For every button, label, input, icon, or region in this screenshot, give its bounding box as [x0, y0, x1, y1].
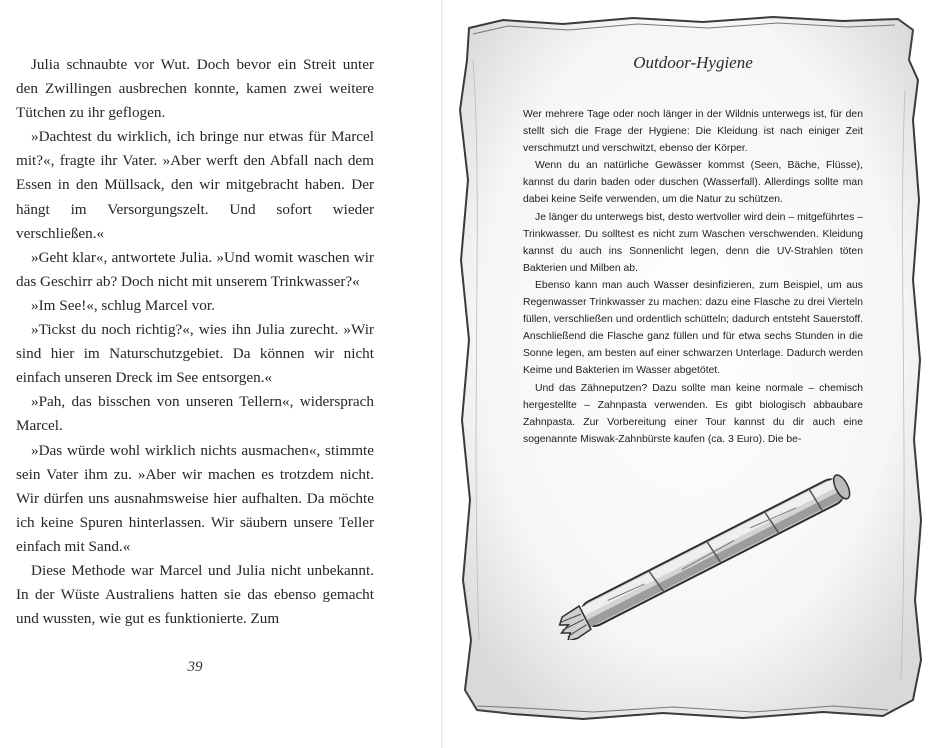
left-paragraph: »Dachtest du wirklich, ich bringe nur etwas für Marcel mit?«, fragte ihr Vater. »Aber werft den Abfall nach dem Essen in den Müllsack, den wir mitgebracht haben. Der hängt im Versorgungszelt. Und sofort wieder verschließen.«	[16, 128, 374, 242]
box-title: Outdoor-Hygiene	[633, 53, 753, 72]
left-paragraph: Diese Methode war Marcel und Julia nicht unbekannt. In der Wüste Australiens hatten sie das ebenso gemacht und wussten, wie gut es funktionierte. Zum	[16, 561, 374, 628]
box-paragraph: Wer mehrere Tage oder noch länger in der Wildnis unterwegs ist, für den stellt sich die Frage der Hygiene: Die Kleidung ist nach einiger Zeit verschmutzt und verschwitzt, ebenso der Körper.	[523, 109, 863, 155]
box-paragraph: Wenn du an natürliche Gewässer kommst (Seen, Bäche, Flüsse), kannst du darin baden oder duschen (Wasserfall). Allerdings sollte man dabei keine Seife verwenden, um die Natur zu schützen.	[523, 160, 863, 206]
box-paragraph: Ebenso kann man auch Wasser desinfizieren, zum Beispiel, um aus Regenwasser Trinkwasser zu machen: dazu eine Flasche zu drei Vierteln füllen, verschließen und ordentlich schütteln; dadurch entsteht Sauerstoff. Anschließend die Flasche ganz füllen und für etwa sechs Stunden in die Sonne legen, am besten auf einer schwarzen Unterlage. Dadurch werden Keime und Bakterien im Wasser abgetötet.	[523, 279, 863, 377]
left-paragraph: »Tickst du noch richtig?«, wies ihn Julia zurecht. »Wir sind hier im Naturschutzgebiet. Da können wir nicht einfach unseren Dreck im See entsorgen.«	[16, 321, 374, 387]
miswak-stick-icon	[538, 470, 878, 640]
box-text	[523, 106, 863, 448]
left-page-text	[16, 53, 374, 631]
box-paragraph: Je länger du unterwegs bist, desto wertvoller wird dein – mitgeführtes – Trinkwasser. Du solltest es nicht zum Waschen verschwenden. Kleidung kannst du auch ins Sonnenlicht legen, denn die UV-Strahlen töten Bakterien und Milben ab.	[523, 211, 863, 274]
box-paragraph: Und das Zähneputzen? Dazu sollte man keine normale – chemisch hergestellte – Zahnpasta verwenden. Es gibt biologisch abbaubare Zahnpasta. Zur Vorbereitung einer Tour kannst du dir auch eine sogenannte Miswak-Zahnbürste kaufen (ca. 3 Euro). Die be-	[523, 382, 863, 445]
left-paragraph: »Im See!«, schlug Marcel vor.	[31, 296, 215, 314]
left-paragraph: »Pah, das bisschen von unseren Tellern«, widersprach Marcel.	[16, 393, 374, 435]
left-page	[0, 0, 441, 748]
left-paragraph: Julia schnaubte vor Wut. Doch bevor ein Streit unter den Zwillingen ausbrechen konnte, kamen zwei weitere Tütchen zu ihr geflogen.	[16, 56, 374, 122]
left-paragraph: »Das würde wohl wirklich nichts ausmachen«, stimmte sein Vater ihm zu. »Aber wir machen es trotzdem nicht. Wir dürfen uns ausnahmsweise hier aufhalten. Da möchte ich keine Spuren hinterlassen. Wir säubern unsere Teller einfach mit Sand.«	[16, 441, 374, 555]
right-page	[443, 0, 936, 748]
left-paragraph: »Geht klar«, antwortete Julia. »Und womit waschen wir das Geschirr ab? Doch nicht mit unserem Trinkwasser?«	[16, 248, 374, 290]
page-number: 39	[187, 659, 203, 675]
